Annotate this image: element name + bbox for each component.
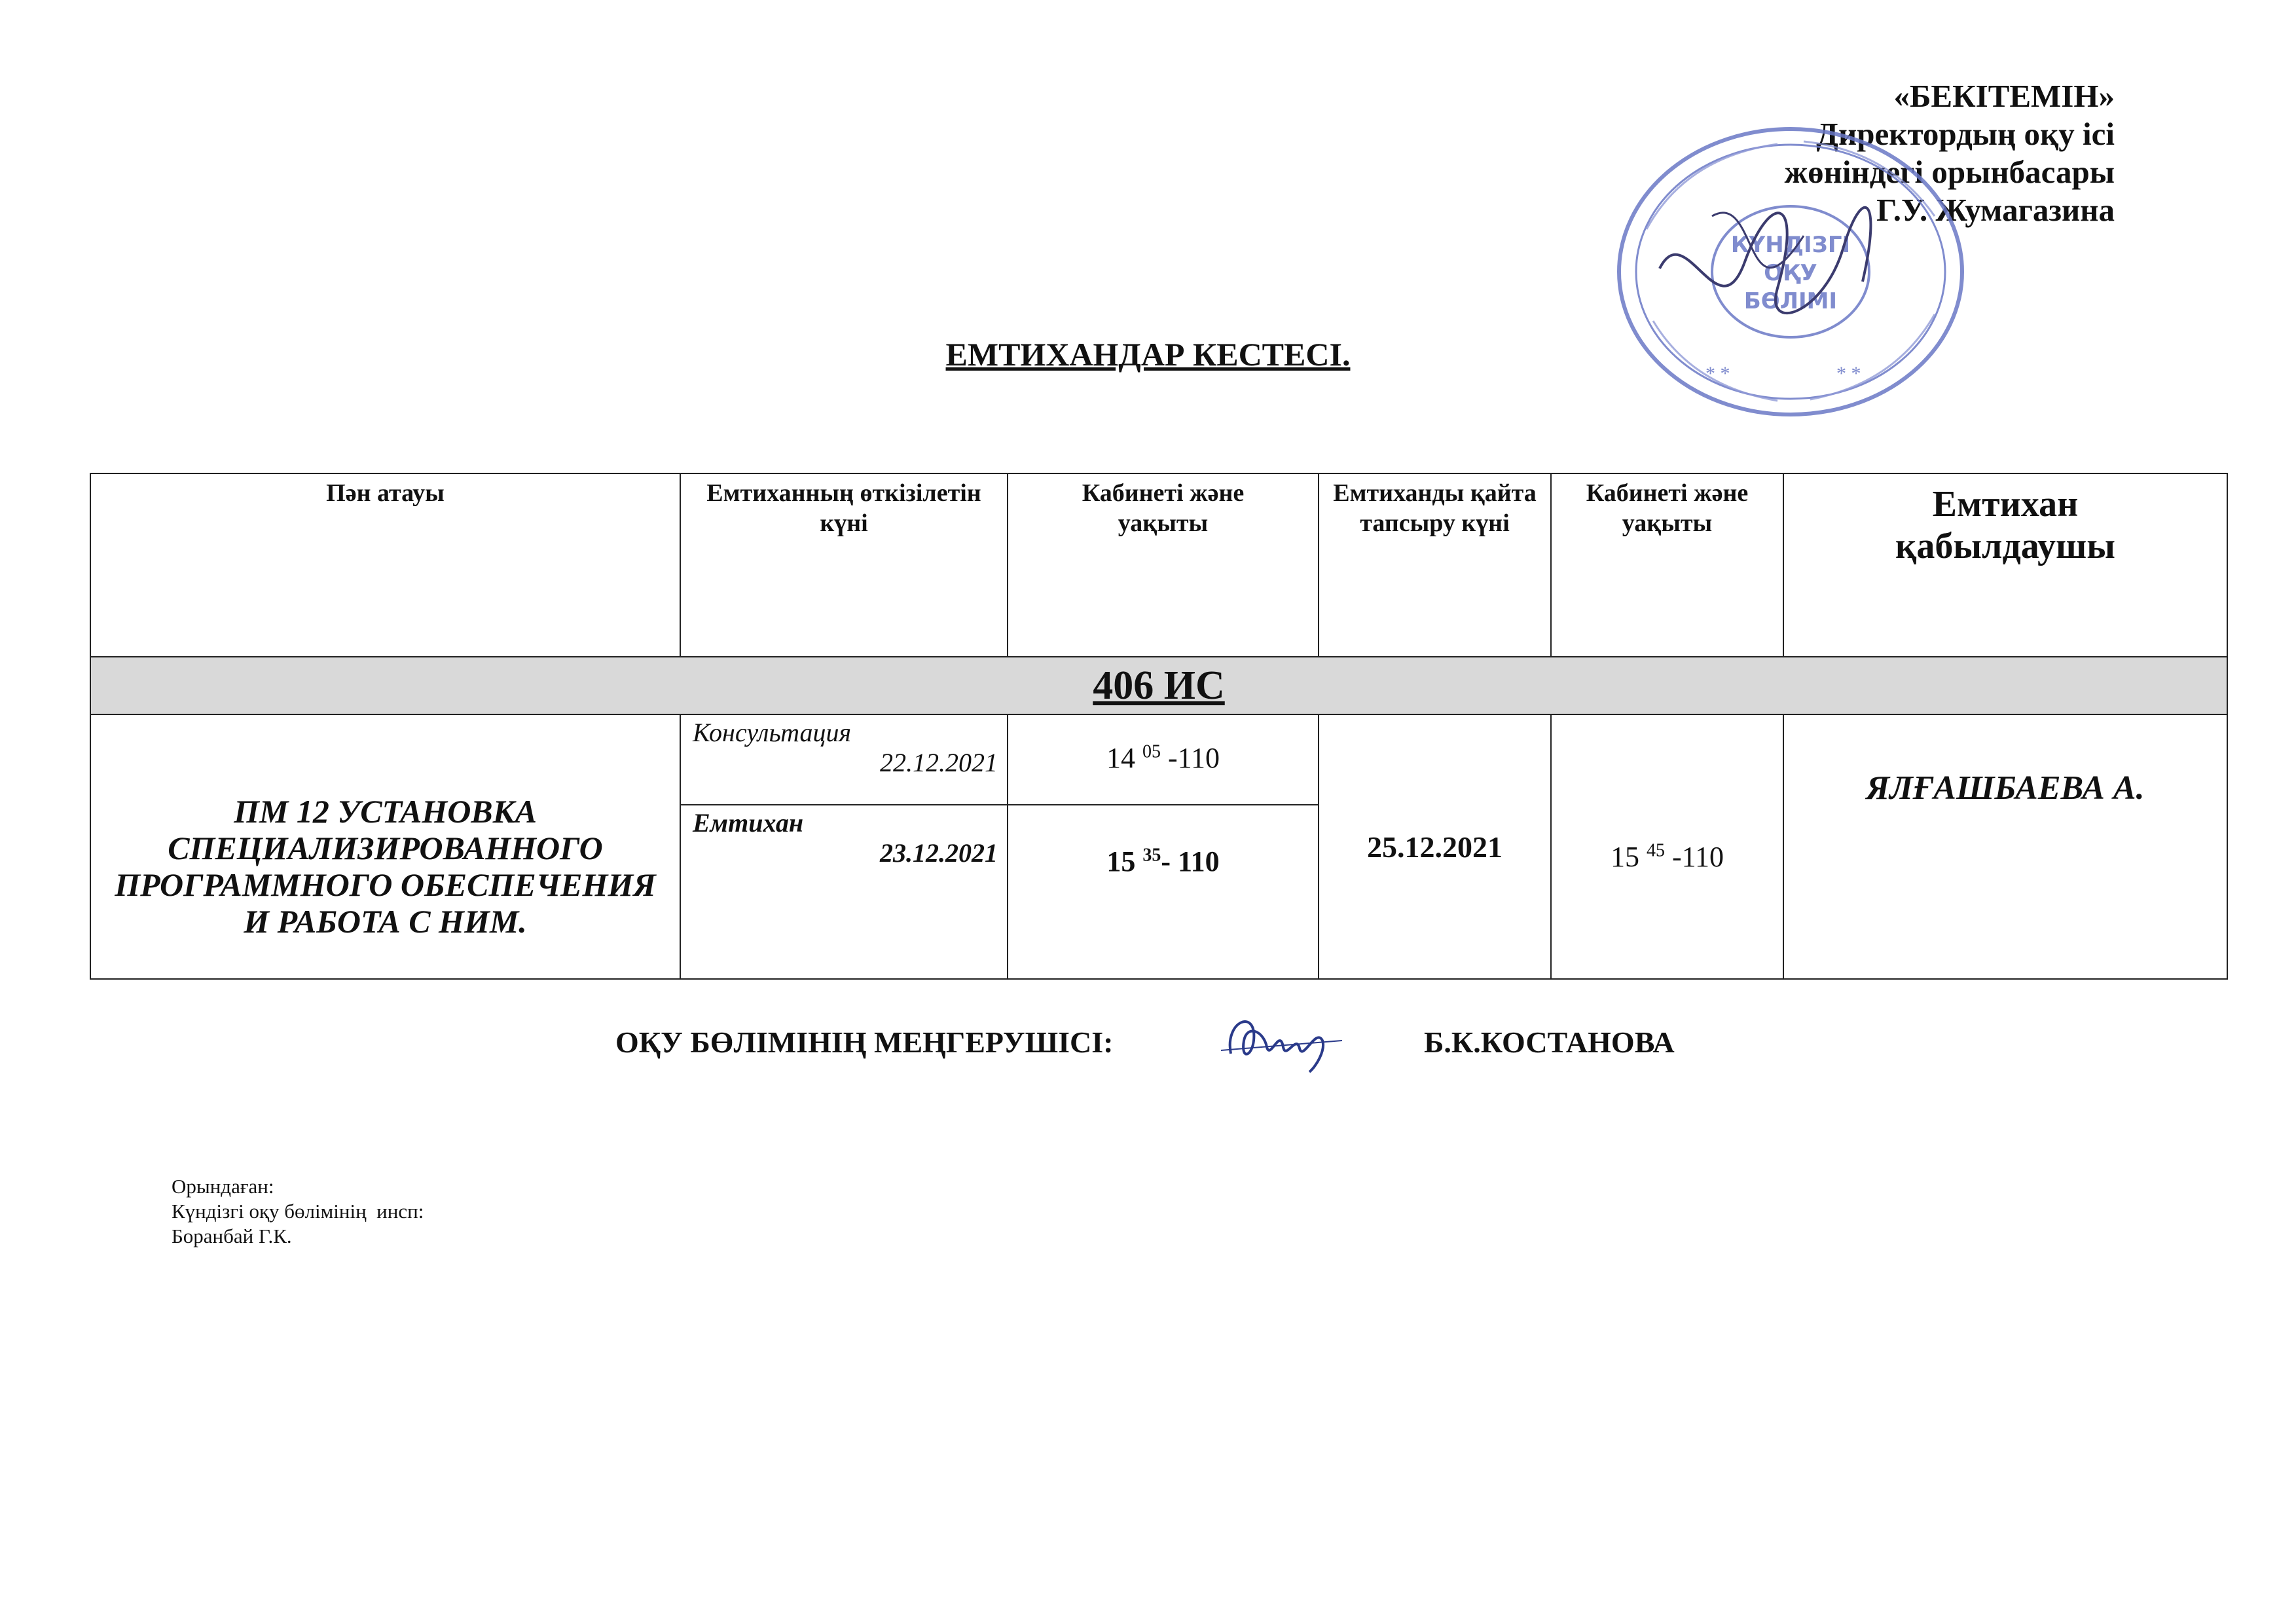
svg-text:* *: * * xyxy=(1705,363,1730,384)
head-name: Б.К.КОСТАНОВА xyxy=(1424,1025,1675,1059)
table-header-row xyxy=(90,473,2227,657)
examiner-name: ЯЛҒАШБАЕВА А. xyxy=(1783,714,2227,979)
stamp-line-1: КҮНДІЗГІ xyxy=(1730,232,1851,258)
consultation-label: Консультация xyxy=(693,718,852,747)
approval-position-line2: жөніндегі орынбасары xyxy=(1784,154,2115,190)
consultation-date: 22.12.2021 xyxy=(880,748,998,777)
group-row xyxy=(90,657,2227,714)
header-retake-date: Емтиханды қайта тапсыру күні xyxy=(1319,473,1551,657)
official-stamp-icon xyxy=(1607,118,1974,426)
stamp-line-3: БӨЛІМІ xyxy=(1743,288,1838,314)
header-examiner: Емтихан қабылдаушы xyxy=(1783,473,2227,657)
exam-date: 23.12.2021 xyxy=(880,838,998,868)
signature-icon xyxy=(1218,1001,1349,1073)
exam-schedule-table xyxy=(90,473,2228,980)
approval-title: «БЕКІТЕМІН» xyxy=(1893,78,2115,114)
consultation-cell xyxy=(680,714,1008,805)
header-retake-room-time: Кабинеті және уақыты xyxy=(1551,473,1783,657)
retake-room-time: 15 $^{45}$ -110 xyxy=(1551,714,1783,979)
prepared-position: Күндізгі оқу бөлімінің инсп: xyxy=(172,1200,424,1223)
exam-cell xyxy=(680,805,1008,979)
exam-label: Емтихан xyxy=(693,808,804,838)
prepared-label: Орындаған: xyxy=(172,1175,274,1198)
approval-name: Г.У. Жумагазина xyxy=(1876,192,2115,228)
subject-name: ПМ 12 УСТАНОВКА СПЕЦИАЛИЗИРОВАННОГО ПРОГРАММНОГО ОБЕСПЕЧЕНИЯ И РАБОТА С НИМ. xyxy=(90,714,680,979)
group-label: 406 ИС xyxy=(90,657,2227,714)
retake-date: 25.12.2021 xyxy=(1319,714,1551,979)
head-position: ОҚУ БӨЛІМІНІҢ МЕҢГЕРУШІСІ: xyxy=(615,1025,1114,1059)
prepared-by-block xyxy=(172,1174,424,1249)
header-subject: Пән атауы xyxy=(90,473,680,657)
exam-room-time: 15 $^{35}$- 110 xyxy=(1008,805,1319,979)
approval-position-line1: Директордың оқу ісі xyxy=(1816,116,2115,152)
stamp-line-2: ОҚУ xyxy=(1764,260,1817,286)
svg-text:* *: * * xyxy=(1836,363,1861,384)
table-row xyxy=(90,714,2227,805)
document-title: ЕМТИХАНДАР КЕСТЕСІ. xyxy=(945,336,1351,373)
prepared-name: Боранбай Г.К. xyxy=(172,1225,292,1247)
consultation-room-time: 14 $^{05}$ -110 xyxy=(1008,714,1319,805)
header-room-time: Кабинеті және уақыты xyxy=(1008,473,1319,657)
header-exam-date: Емтиханның өткізілетін күні xyxy=(680,473,1008,657)
